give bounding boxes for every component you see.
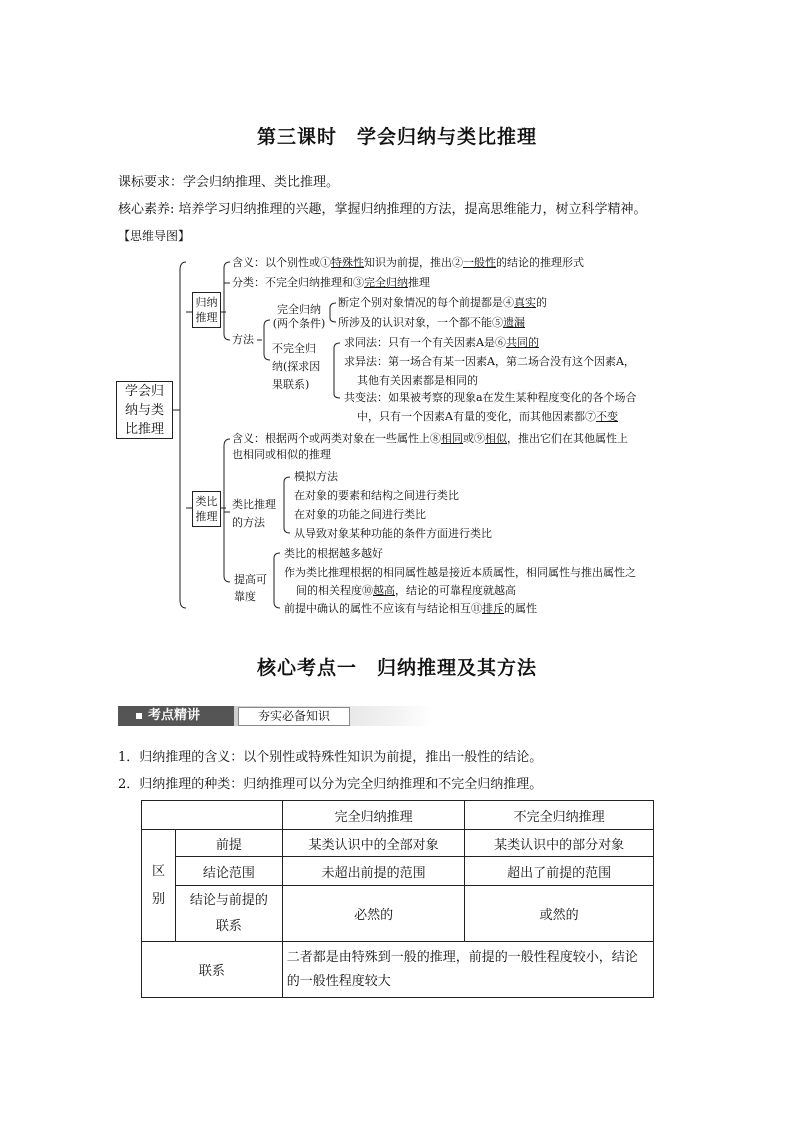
reliability-2: 作为类比推理根据的相同属性越是接近本质属性，相同属性与推出属性之	[284, 566, 636, 579]
cell: 某类认识中的全部对象	[282, 830, 465, 857]
mindmap-induction-node: 归纳 推理	[192, 292, 221, 328]
reliability-1: 类比的根据越多越好	[284, 547, 383, 560]
method-difference-1: 求异法：第一场合有某一因素A，第二场合没有这个因素A，	[344, 355, 635, 368]
method-agreement: 求同法：只有一个有关因素A是⑥共同的	[344, 336, 539, 349]
analogy-method-1: 模拟方法	[294, 470, 338, 483]
induction-classification: 分类：不完全归纳推理和③完全归纳推理	[232, 276, 430, 289]
table-row	[142, 886, 654, 942]
point-1: 1．归纳推理的含义：以个别性或特殊性知识为前提，推出一般性的结论。	[118, 750, 543, 765]
core-literacy: 核心素养: 培养学习归纳推理的兴趣，掌握归纳推理的方法，提高思维能力，树立科学精神。	[118, 202, 647, 217]
comparison-table	[141, 800, 654, 998]
table-row	[142, 942, 654, 998]
curriculum-requirement: 课标要求：学会归纳推理、类比推理。	[118, 175, 340, 190]
table-row	[142, 857, 654, 886]
reliability-4: 前提中确认的属性不应该有与结论相互⑪排斥的属性	[284, 602, 537, 615]
banner-sub: 夯实必备知识	[238, 707, 350, 726]
complete-condition-a: 断定个别对象情况的每个前提都是④真实的	[338, 296, 547, 309]
cell: 某类认识中的部分对象	[465, 830, 654, 857]
point-2: 2．归纳推理的种类：归纳推理可以分为完全归纳推理和不完全归纳推理。	[118, 777, 543, 792]
banner-main: 考点精讲	[118, 706, 234, 726]
mindmap-root: 学会归 纳与类 比推理	[116, 381, 173, 439]
table-corner	[142, 801, 283, 830]
header-complete: 完全归纳推理	[282, 801, 465, 830]
cell: 二者都是由特殊到一般的推理，前提的一般性程度较小，结论的一般性程度较大	[282, 942, 653, 998]
analogy-method-3: 在对象的功能之间进行类比	[294, 508, 426, 521]
mindmap-label: 【思维导图】	[118, 229, 191, 243]
method-covariation-2: 中，只有一个因素A有量的变化，而其他因素都⑦不变	[357, 410, 618, 423]
reliability: 提高可 靠度	[234, 573, 267, 603]
table-row	[142, 830, 654, 857]
analogy-method-4: 从导致对象某种功能的条件方面进行类比	[294, 527, 492, 540]
method-covariation-1: 共变法：如果被考察的现象a在发生某种程度变化的各个场合	[344, 391, 637, 404]
group-label: 区 别	[142, 830, 176, 942]
cell: 超出了前提的范围	[465, 857, 654, 886]
analogy-method-2: 在对象的要素和结构之间进行类比	[294, 489, 459, 502]
mindmap-analogy-node: 类比 推理	[192, 491, 221, 527]
header-incomplete: 不完全归纳推理	[465, 801, 654, 830]
page-title: 第三课时 学会归纳与类比推理	[256, 126, 537, 148]
row-label: 联系	[142, 942, 283, 998]
complete-induction: 完全归纳 (两个条件)	[272, 303, 326, 330]
row-label: 前提	[175, 830, 282, 857]
reliability-3: 间的相关程度⑩越高，结论的可靠程度就越高	[296, 584, 516, 597]
analogy-definition-2: 也相同或相似的推理	[232, 448, 331, 461]
row-label: 结论范围	[175, 857, 282, 886]
cell: 未超出前提的范围	[282, 857, 465, 886]
square-bullet-icon	[136, 713, 142, 719]
cell: 必然的	[282, 886, 465, 942]
analogy-definition: 含义：根据两个或两类对象在一些属性上⑧相同或⑨相似，推出它们在其他属性上	[232, 432, 628, 445]
section-title: 核心考点一 归纳推理及其方法	[256, 657, 537, 679]
incomplete-induction: 不完全归 纳(探求因 果联系)	[272, 342, 321, 391]
induction-method: 方法	[232, 333, 254, 346]
table-header-row	[142, 801, 654, 830]
complete-condition-b: 所涉及的认识对象，一个都不能⑤遗漏	[338, 316, 525, 329]
section-banner	[118, 706, 432, 726]
method-difference-2: 其他有关因素都是相同的	[357, 374, 478, 387]
induction-definition: 含义：以个别性或①特殊性知识为前提，推出②一般性的结论的推理形式	[232, 256, 584, 269]
row-label: 结论与前提的 联系	[175, 886, 282, 942]
analogy-method: 类比推理 的方法	[232, 498, 276, 529]
cell: 或然的	[465, 886, 654, 942]
